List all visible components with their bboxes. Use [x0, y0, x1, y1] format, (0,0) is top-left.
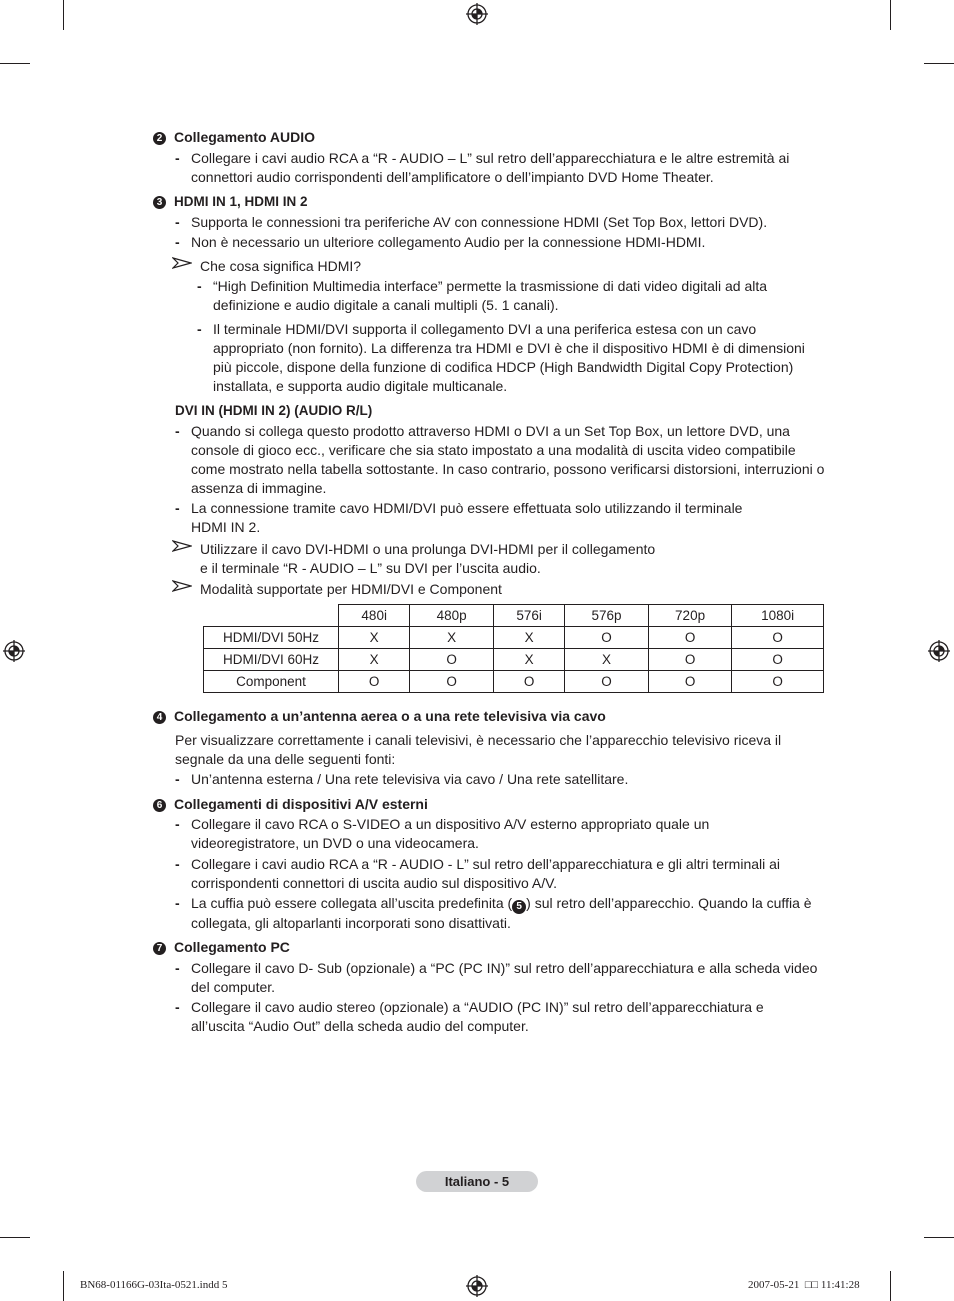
- bullet-text-part: ) sul retro dell’apparecchio. Quando la cuffia è collegata, gli altoparlanti incorporati sono disattivati.: [191, 895, 812, 931]
- bullet-item: [197, 277, 827, 315]
- bullet-text: Supporta le connessioni tra periferiche AV con connessione HDMI (Set Top Box, lettori DVD).: [191, 214, 768, 230]
- note-arrow-icon: [172, 579, 192, 593]
- note-text: Modalità supportate per HDMI/DVI e Component: [200, 581, 502, 597]
- section-number-badge: 3: [153, 196, 166, 209]
- bullet-dash: -: [175, 999, 180, 1015]
- slug-mark: □□: [804, 1279, 819, 1291]
- table-cell: O: [648, 671, 732, 693]
- table-header-cell: 576p: [565, 605, 649, 627]
- table-cell: X: [565, 649, 649, 671]
- section-number-badge: 7: [153, 942, 166, 955]
- inline-number-badge: 5: [512, 900, 526, 914]
- bullet-dash: -: [175, 856, 180, 872]
- slug-time: 11:41:28: [820, 1279, 860, 1291]
- note-text: Che cosa significa HDMI?: [200, 258, 362, 274]
- table-cell: O: [732, 649, 824, 671]
- section-title: Collegamento PC: [174, 939, 290, 955]
- print-slug-file: BN68-01166G-03Ita-0521.indd 5: [80, 1279, 228, 1291]
- bullet-item: [175, 499, 775, 537]
- table-header-cell: 576i: [493, 605, 564, 627]
- table-cell: O: [648, 627, 732, 649]
- bullet-text-part: La cuffia può essere collegata all’uscita predefinita (: [191, 895, 513, 911]
- bullet-item: [175, 959, 827, 997]
- bullet-text: Collegare i cavi audio RCA a “R - AUDIO - L” sul retro dell’apparecchiatura e gli altri terminali ai corrispondenti connettori di uscita audio sul dispositivo A/V.: [191, 856, 781, 891]
- paragraph: Per visualizzare correttamente i canali televisivi, è necessario che l’apparecchio televisivo riceva il segnale da una delle seguenti fonti:: [175, 732, 782, 767]
- subsection-heading-dvi: DVI IN (HDMI IN 2) (AUDIO R/L): [175, 403, 373, 418]
- crop-mark: [924, 63, 954, 64]
- section-number-badge: 4: [153, 711, 166, 724]
- table-row: [204, 649, 824, 671]
- bullet-dash: -: [175, 500, 180, 516]
- bullet-item: [175, 998, 795, 1036]
- bullet-item: [175, 815, 775, 853]
- table-cell: X: [410, 627, 494, 649]
- slug-date: 2007-05-21: [748, 1279, 800, 1291]
- print-slug-date: [748, 1278, 860, 1292]
- note-item: [172, 257, 827, 276]
- table-cell: X: [339, 649, 410, 671]
- supported-modes-table: [203, 604, 824, 693]
- section-title: HDMI IN 1, HDMI IN 2: [174, 194, 308, 209]
- section-title: Collegamento a un’antenna aerea o a una rete televisiva via cavo: [174, 708, 606, 724]
- table-cell: O: [339, 671, 410, 693]
- note-item: [172, 540, 827, 578]
- bullet-text: Collegare i cavi audio RCA a “R - AUDIO – L” sul retro dell’apparecchiatura e le altre estremità ai connettori audio corrispondenti dell’amplificatore o dell’impianto DVD Home Theater.: [191, 150, 790, 185]
- bullet-dash: -: [175, 771, 180, 787]
- table-cell: O: [565, 627, 649, 649]
- crop-mark: [63, 1271, 64, 1301]
- bullet-item: [175, 894, 827, 933]
- crop-mark: [924, 1237, 954, 1238]
- table-row: [204, 627, 824, 649]
- registration-mark-icon: [928, 640, 950, 662]
- bullet-dash: -: [175, 960, 180, 976]
- note-item: [172, 580, 827, 599]
- table-header-cell: 1080i: [732, 605, 824, 627]
- table-row-label: HDMI/DVI 50Hz: [204, 627, 339, 649]
- bullet-text: Un’antenna esterna / Una rete televisiva via cavo / Una rete satellitare.: [191, 771, 629, 787]
- note-arrow-icon: [172, 539, 192, 553]
- bullet-dash: -: [175, 423, 180, 439]
- section-number-badge: 6: [153, 799, 166, 812]
- crop-mark: [0, 1237, 30, 1238]
- bullet-dash: -: [175, 234, 180, 250]
- section-title: Collegamento AUDIO: [174, 129, 316, 145]
- note-arrow-icon: [172, 256, 192, 270]
- table-header-row: [204, 605, 824, 627]
- note-text: e il terminale “R - AUDIO – L” su DVI per l’uscita audio.: [200, 560, 541, 576]
- bullet-text: Collegare il cavo D- Sub (opzionale) a “PC (PC IN)” sul retro dell’apparecchiatura e alla scheda video del computer.: [191, 960, 818, 995]
- bullet-item: [175, 149, 827, 187]
- section-heading-pc: [153, 938, 290, 957]
- bullet-item: [175, 855, 827, 893]
- bullet-dash: -: [175, 816, 180, 832]
- section-number-badge: 2: [153, 132, 166, 145]
- bullet-dash: -: [175, 895, 180, 911]
- table-cell: X: [493, 649, 564, 671]
- bullet-dash: -: [197, 278, 202, 294]
- crop-mark: [890, 1271, 891, 1301]
- table-header-cell: 720p: [648, 605, 732, 627]
- table-cell: X: [493, 627, 564, 649]
- bullet-text: “High Definition Multimedia interface” permette la trasmissione di dati video digitali ad alta definizione e audio digitale a canali multipli (5. 1 canali).: [213, 278, 768, 313]
- section-title: Collegamenti di dispositivi A/V esterni: [174, 796, 428, 812]
- bullet-item: [175, 233, 827, 252]
- table-header-cell: 480p: [410, 605, 494, 627]
- table-cell: X: [339, 627, 410, 649]
- bullet-text: Il terminale HDMI/DVI supporta il collegamento DVI a una periferica estesa con un cavo appropriato (non fornito). La differenza tra HDMI e DVI è che il dispositivo HDMI è di dimensioni più piccole, dispone della funzione di codifica HDCP (High Bandwidth Digital Copy Protection) installata, e supporta audio digitale multicanale.: [213, 321, 805, 394]
- table-cell: O: [648, 649, 732, 671]
- bullet-dash: -: [175, 150, 180, 166]
- bullet-dash: -: [197, 321, 202, 337]
- table-cell: O: [732, 671, 824, 693]
- note-text: Utilizzare il cavo DVI-HDMI o una prolunga DVI-HDMI per il collegamento: [200, 541, 656, 557]
- table-header-cell: 480i: [339, 605, 410, 627]
- table-row: [204, 671, 824, 693]
- crop-mark: [0, 63, 30, 64]
- section-heading-av: [153, 795, 428, 814]
- bullet-text: Collegare il cavo audio stereo (opzionale) a “AUDIO (PC IN)” sul retro dell’apparecchiatura e all’uscita “Audio Out” della scheda audio del computer.: [191, 999, 764, 1034]
- table-cell: O: [410, 671, 494, 693]
- bullet-text: La connessione tramite cavo HDMI/DVI può essere effettuata solo utilizzando il terminale HDMI IN 2.: [191, 500, 743, 535]
- table-corner-cell: [204, 605, 339, 627]
- table-row-label: Component: [204, 671, 339, 693]
- bullet-item: [175, 213, 827, 232]
- registration-mark-icon: [466, 3, 488, 25]
- bullet-item: [175, 422, 827, 498]
- table-cell: O: [565, 671, 649, 693]
- crop-mark: [890, 0, 891, 30]
- table-cell: O: [410, 649, 494, 671]
- page-number-badge: Italiano - 5: [416, 1171, 538, 1192]
- registration-mark-icon: [3, 640, 25, 662]
- bullet-item: [197, 320, 827, 396]
- section-heading-audio: [153, 128, 315, 147]
- bullet-dash: -: [175, 214, 180, 230]
- registration-mark-icon: [466, 1275, 488, 1297]
- section-heading-antenna: [153, 707, 606, 726]
- section-heading-hdmi: [153, 192, 308, 211]
- bullet-text: [191, 894, 827, 933]
- crop-mark: [63, 0, 64, 30]
- bullet-text: Collegare il cavo RCA o S-VIDEO a un dispositivo A/V esterno appropriato quale un videoregistratore, un DVD o una videocamera.: [191, 816, 710, 851]
- bullet-text: Non è necessario un ulteriore collegamento Audio per la connessione HDMI-HDMI.: [191, 234, 706, 250]
- bullet-item: [175, 770, 827, 789]
- table-cell: O: [493, 671, 564, 693]
- table-cell: O: [732, 627, 824, 649]
- table-row-label: HDMI/DVI 60Hz: [204, 649, 339, 671]
- bullet-text: Quando si collega questo prodotto attraverso HDMI o DVI a un Set Top Box, un lettore DVD, una console di gioco ecc., verificare che sia stato impostato a una modalità di uscita video compatibile come mostrato nella tabella sottostante. In caso contrario, possono verificarsi distorsioni, interruzioni o assenza di immagine.: [191, 423, 825, 496]
